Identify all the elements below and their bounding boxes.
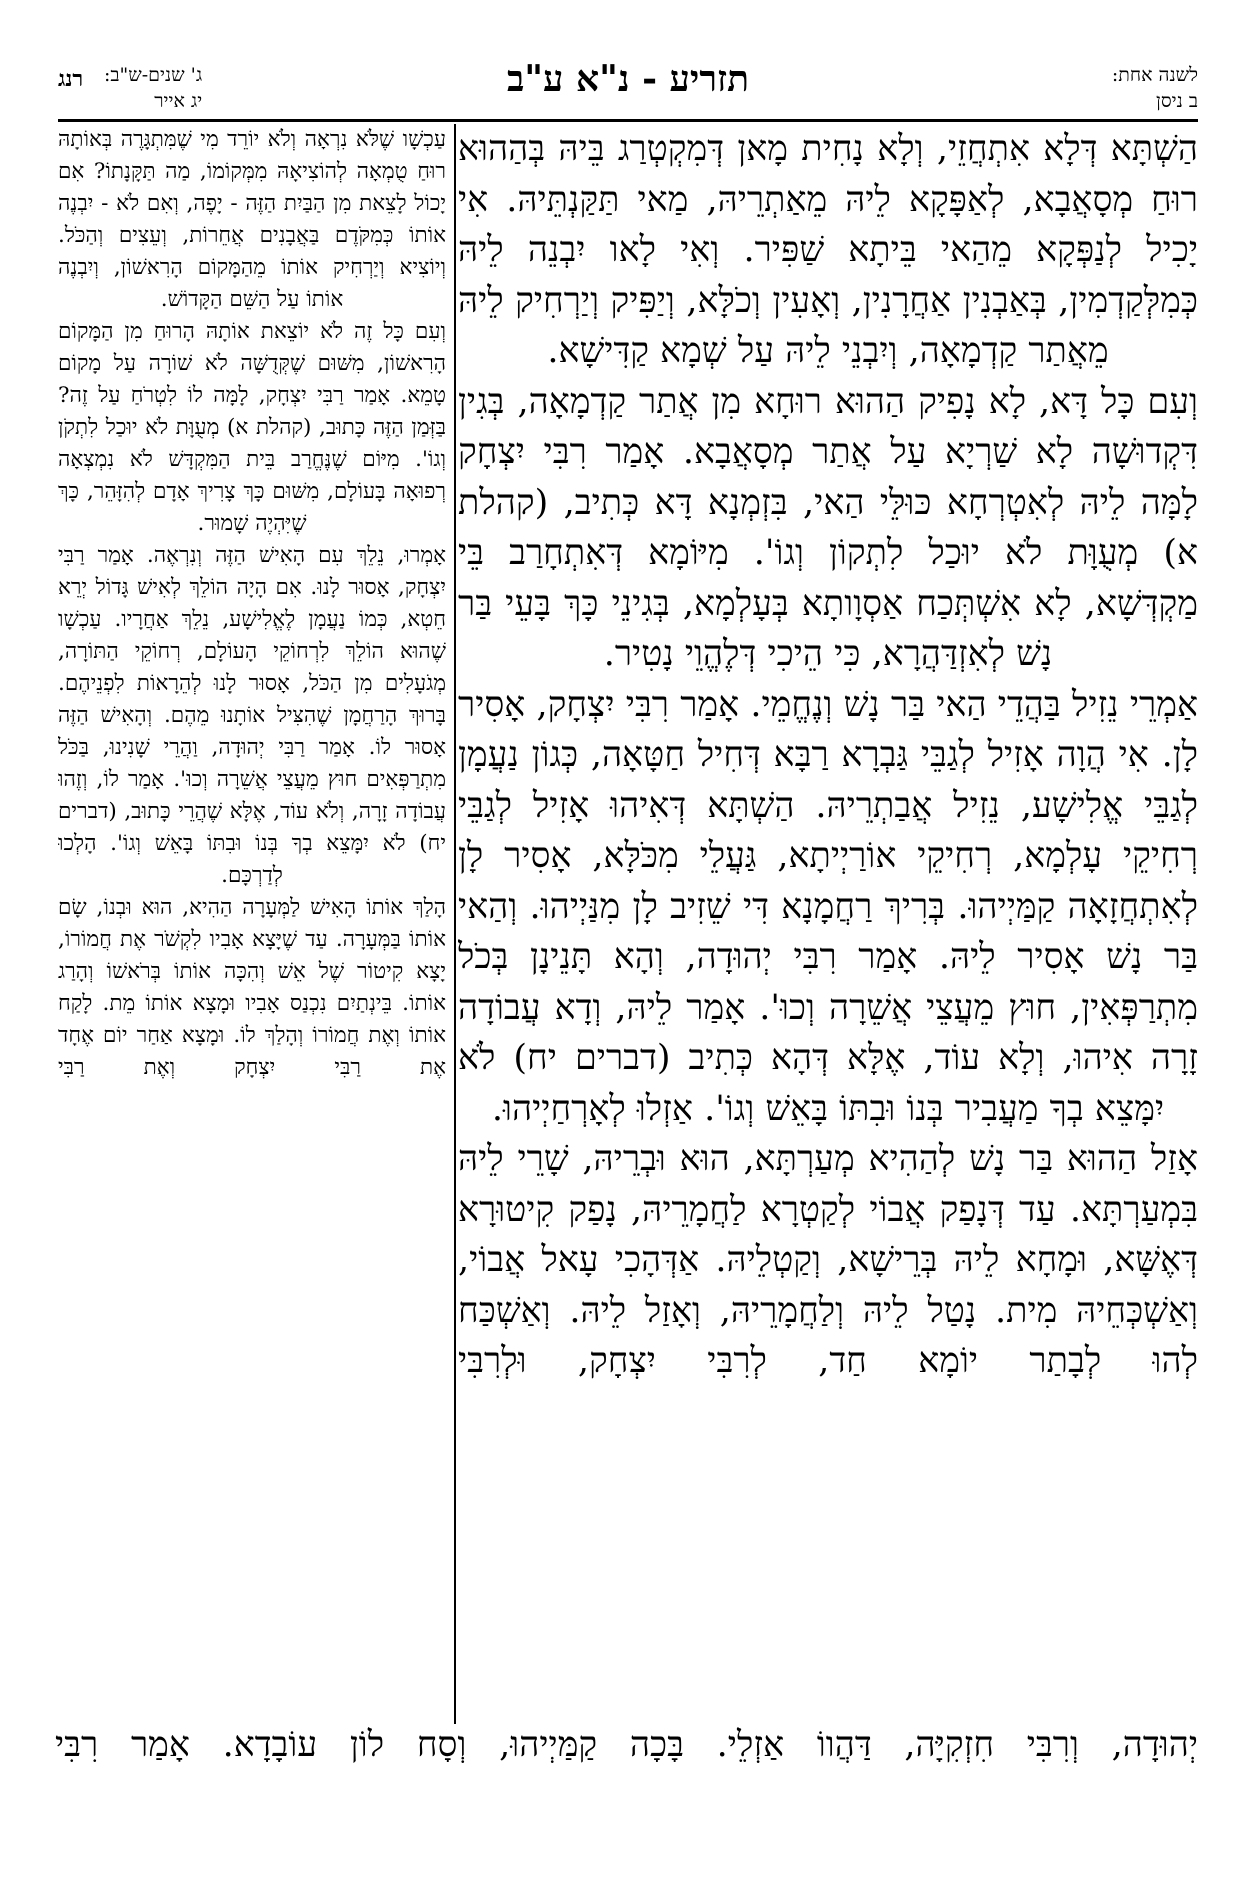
header-divider — [58, 119, 1198, 122]
main-paragraph: הַשְׁתָּא דְּלָא אִתְחֲזֵי, וְלָא נָחִית מָאן דְּמִקְטְרַג בֵּיהּ בְּהַהוּא רוּחַ מְסָאֲבָא, לְאַפָּקָא לֵיהּ מֵאַתְרֵיהּ, מַאי תַּקַּנְתֵּיהּ. אִי יָכִיל לְנַפְּקָא מֵהַאי בֵּיתָא שַׁפִּיר. וְאִי לָאו יִבְנֵה לֵיהּ כְּמִלְּקַדְמִין, בְּאַבְנִין אַחֲרָנִין, וְאָעִין וְכֹלָּא, וְיַפִּיק וְיַרְחִיק לֵיהּ מֵאֲתַר קַדְמָאָה, וְיִבְנֵי לֵיהּ עַל שְׁמָא קַדִּישָׁא. — [458, 129, 1198, 371]
aramaic-main-text — [458, 124, 1198, 1714]
column-divider — [454, 124, 456, 1724]
page-number: רנג — [58, 66, 84, 92]
main-paragraph: וְעִם כָּל דָּא, לָא נָפִיק הַהוּא רוּחָא מִן אֲתַר קַדְמָאָה, בְּגִין דִּקְדוּשָׁה לָא שַׁרְיָא עַל אֲתַר מְסָאֲבָא. אָמַר רִבִּי יִצְחָק לָמָּה לֵיהּ לְאִטְרְחָא כּוּלֵּי הַאי, בִּזְמְנָא דָּא כְּתִיב, (קהלת א) מְעֻוָּת לֹא יוּכַל לִתְקוֹן וְגוֹ'. מִיּוֹמָא דְּאִתְחָרַב בֵּי מַקְדְּשָׁא, לָא אִשְׁתְּכַח אַסְוָותָא בְּעָלְמָא, בְּגִינֵי כָּךְ בָּעֵי בַּר נָשׁ לְאִזְדַּהֲרָא, כִּי הֵיכִי דְּלֶהֱוֵי נָטִיר. — [458, 381, 1198, 674]
translation-paragraph: אָמְרוּ, נֵלֵךְ עִם הָאִישׁ הַזֶּה וְנִרְאֶה. אָמַר רַבִּי יִצְחָק, אָסוּר לָנוּ. אִם הָיָה הוֹלֵךְ לְאִישׁ גָּדוֹל יְרֵא חֵטְא, כְּמוֹ נַעֲמָן לֶאֱלִישָׁע, נֵלֵךְ אַחֲרָיו. עַכְשָׁו שֶׁהוּא הוֹלֵךְ לִרְחוֹקֵי הָעוֹלָם, רְחוֹקֵי הַתּוֹרָה, מְגֹעָלִים מִן הַכֹּל, אָסוּר לָנוּ לְהֵרָאוֹת לִפְנֵיהֶם. בָּרוּךְ הָרַחֲמָן שֶׁהִצִּיל אוֹתָנוּ מֵהֶם. וְהָאִישׁ הַזֶּה אָסוּר לוֹ. אָמַר רַבִּי יְהוּדָה, וַהֲרֵי שָׁנִינוּ, בַּכֹּל מִתְרַפְּאִים חוּץ מֵעֲצֵי אֲשֵׁרָה וְכוּ'. אָמַר לוֹ, וְזֶהוּ עֲבוֹדָה זָרָה, וְלֹא עוֹד, אֶלָּא שֶׁהֲרֵי כָּתוּב, (דברים יח) לֹא יִמָּצֵא בְךָ בְּנוֹ וּבִתּוֹ בָּאֵשׁ וְגוֹ'. הָלְכוּ לְדַרְכָּם. — [58, 543, 446, 888]
schedule-one-year-date: ב ניסן — [1155, 90, 1198, 112]
hebrew-translation-text — [58, 124, 446, 1726]
page-header — [58, 58, 1198, 124]
main-paragraph: אַמְרֵי נֵזִיל בַּהֲדֵי הַאי בַּר נָשׁ וְנֶחֱמֵי. אָמַר רִבִּי יִצְחָק, אָסִיר לָן. אִי הֲוָה אָזִיל לְגַבֵּי גַּבְרָא רַבָּא דְּחִיל חַטָּאָה, כְּגוֹן נַעֲמָן לְגַבֵּי אֱלִישָׁע, נֵזִיל אֲבַתְרֵיהּ. הַשְׁתָּא דְּאִיהוּ אָזִיל לְגַבֵּי רְחִיקֵי עָלְמָא, רְחִיקֵי אוֹרַיְיתָא, גַּעֲלֵי מִכֹּלָּא, אָסִיר לָן לְאִתְחֲזָאָה קַמַּיְיהוּ. בְּרִיךְ רַחֲמָנָא דִּי שֵׁזִיב לָן מִנַּיְיהוּ. וְהַאי בַּר נָשׁ אָסִיר לֵיהּ. אָמַר רִבִּי יְהוּדָה, וְהָא תָּנֵינָן בְּכֹל מִתְרַפְּאִין, חוּץ מֵעֲצֵי אֲשֵׁרָה וְכוּ'. אָמַר לֵיהּ, וְדָא עֲבוֹדָה זָרָה אִיהוּ, וְלָא עוֹד, אֶלָּא דְּהָא כְּתִיב (דברים יח) לֹא יִמָּצֵא בְךָ מַעֲבִיר בְּנוֹ וּבִתּוֹ בָּאֵשׁ וְגוֹ'. אַזְלוּ לְאָרְחַיְיהוּ. — [458, 684, 1198, 1129]
study-schedule-three-years — [104, 62, 202, 114]
schedule-three-years-date: יג אייר — [154, 90, 203, 112]
translation-paragraph: וְעִם כָּל זֶה לֹא יוֹצֵאת אוֹתָהּ הָרוּחַ מִן הַמָּקוֹם הָרִאשׁוֹן, מִשּׁוּם שֶׁקְּדֻשָּׁה לֹא שׁוֹרָה עַל מָקוֹם טָמֵא. אָמַר רַבִּי יִצְחָק, לָמָּה לוֹ לִטְרֹחַ עַל זֶה? בַּזְּמַן הַזֶּה כָּתוּב, (קהלת א) מְעֻוָּת לֹא יוּכַל לִתְקֹן וְגוֹ'. מִיּוֹם שֶׁנֶּחֱרַב בֵּית הַמִּקְדָּשׁ לֹא נִמְצְאָה רְפוּאָה בָּעוֹלָם, מִשּׁוּם כָּךְ צָרִיךְ אָדָם לְהִזָּהֵר, כָּךְ שֶׁיִּהְיֶה שָׁמוּר. — [58, 319, 446, 536]
continuation-line: יְהוּדָה, וְרִבִּי חִזְקִיָּה, דַּהֲווֹ אַזְלֵי. בָּכָה קַמַּיְיהוּ, וְסָח לוֹן עוֹבָדָא. אָמַר רִבִּי — [55, 1725, 1198, 1765]
page-title: תזריע - נ"א ע"ב — [506, 58, 750, 100]
schedule-one-year-label: לשנה אחת: — [1111, 64, 1198, 86]
main-paragraph: אָזַל הַהוּא בַּר נָשׁ לְהַהִיא מְעַרְתָּא, הוּא וּבְרֵיהּ, שָׁרֵי לֵיהּ בִּמְעַרְתָּא. עַד דְּנָפַק אֲבוֹי לְקַטְרָא לַחֲמָרֵיהּ, נָפַק קִיטוּרָא דְּאֶשָּׁא, וּמָחָא לֵיהּ בְּרֵישָׁא, וְקַטְלֵיהּ. אַדְּהָכִי עָאל אֲבוֹי, וְאַשְׁכְּחֵיהּ מִית. נָטַל לֵיהּ וְלַחֲמָרֵיהּ, וְאָזַל לֵיהּ. וְאַשְׁכַּח לְהוּ לְבָתַר יוֹמָא חַד, לְרִבִּי יִצְחָק, וּלְרִבִּי — [458, 1139, 1198, 1381]
translation-paragraph: עַכְשָׁו שֶׁלֹּא נִרְאָה וְלֹא יוֹרֵד מִי שֶׁמִּתְגָּרֶה בְּאוֹתָהּ רוּחַ טֻמְאָה לְהוֹצִיאָהּ מִמְּקוֹמוֹ, מַה תַּקָּנָתוֹ? אִם יָכוֹל לָצֵאת מִן הַבַּיִת הַזֶּה - יָפֶה, וְאִם לֹא - יִבְנֶה אוֹתוֹ כְּמִקֹּדֶם בַּאֲבָנִים אֲחֵרוֹת, וְעֵצִים וְהַכֹּל. וְיוֹצִיא וְיַרְחִיק אוֹתוֹ מֵהַמָּקוֹם הָרִאשׁוֹן, וְיִבְנֶה אוֹתוֹ עַל הַשֵּׁם הַקָּדוֹשׁ. — [58, 127, 446, 312]
translation-paragraph: הָלַךְ אוֹתוֹ הָאִישׁ לַמְּעָרָה הַהִיא, הוּא וּבְנוֹ, שָׂם אוֹתוֹ בַּמְּעָרָה. עַד שֶׁיָּצָא אָבִיו לִקְשֹׁר אֶת חֲמוֹרוֹ, יָצָא קִיטוֹר שֶׁל אֵשׁ וְהִכָּה אוֹתוֹ בְּרֹאשׁוֹ וְהָרַג אוֹתוֹ. בֵּינְתַיִם נִכְנַס אָבִיו וּמָצָא אוֹתוֹ מֵת. לָקַח אוֹתוֹ וְאֶת חֲמוֹרוֹ וְהָלַךְ לוֹ. וּמָצָא אַחַר יוֹם אֶחָד אֶת רַבִּי יִצְחָק וְאֶת רַבִּי — [58, 895, 446, 1080]
schedule-three-years-label: ג' שנים-ש"ב: — [104, 64, 203, 86]
